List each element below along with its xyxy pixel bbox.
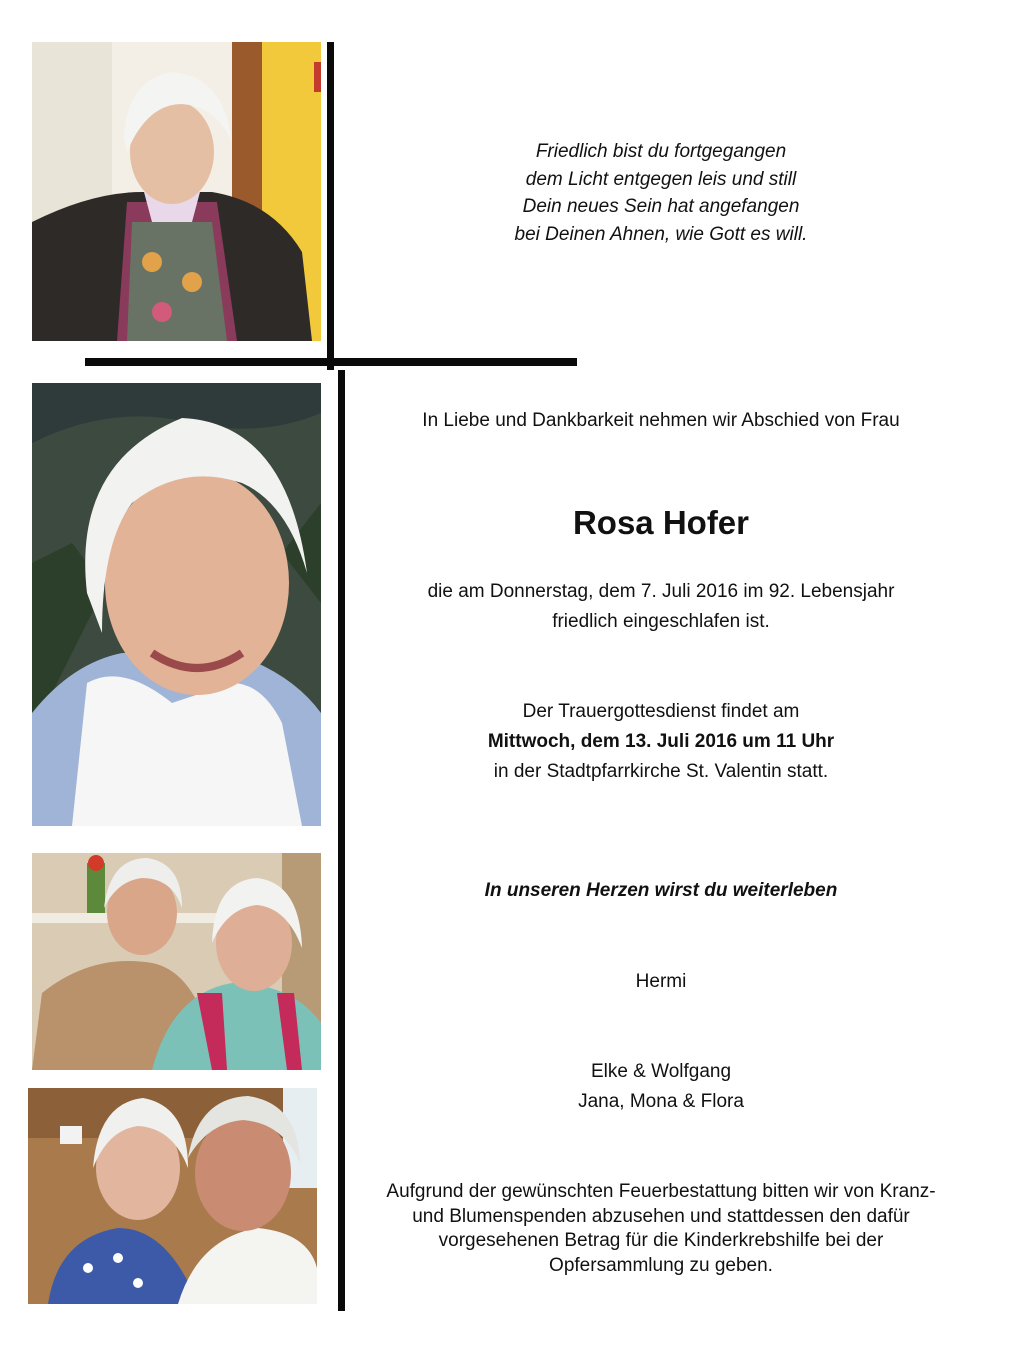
mourner-group-1: Hermi [635,971,687,992]
service-date: Mittwoch, dem 13. Juli 2016 um 11 Uhr [487,731,835,752]
mourner-line: Elke & Wolfgang [590,1061,732,1082]
photo-two-women [32,853,321,1070]
photo-couple [28,1088,317,1304]
poem-line: dem Licht entgegen leis und still [525,168,797,190]
death-notice [345,577,977,637]
poem-line: bei Deinen Ahnen, wie Gott es will. [514,223,808,245]
cross-vertical-bar-lower [338,370,345,1311]
motto: In unseren Herzen wirst du weiterleben [484,880,838,901]
service-location: in der Stadtpfarrkirche St. Valentin statt. [493,761,829,782]
cross-vertical-bar [327,42,334,370]
photo-portrait-indoor [32,42,321,341]
farewell-intro: In Liebe und Dankbarkeit nehmen wir Abschied von Frau [422,410,900,431]
note-line: und Blumenspenden abzusehen und stattdessen den dafür [412,1205,910,1227]
poem-line: Friedlich bist du fortgegangen [535,141,787,162]
cross-horizontal-bar [85,358,577,366]
mourner-line: Jana, Mona & Flora [578,1091,744,1112]
death-line: die am Donnerstag, dem 7. Juli 2016 im 92. Lebensjahr [427,581,895,602]
note-line: Aufgrund der gewünschten Feuerbestattung bitten wir von Kranz- [386,1181,936,1202]
death-line: friedlich eingeschlafen ist. [552,611,770,632]
poem [345,138,977,248]
deceased-name: Rosa Hofer [572,504,750,541]
mourner-group-2 [345,1057,977,1117]
funeral-service [345,697,977,787]
note-line: Opfersammlung zu geben. [549,1254,773,1276]
note-line: vorgesehenen Betrag für die Kinderkrebshilfe bei der [438,1230,884,1251]
donation-note [345,1180,977,1278]
poem-line: Dein neues Sein hat angefangen [522,196,800,217]
photo-portrait-outdoor [32,383,321,826]
service-line: Der Trauergottesdienst findet am [522,701,800,722]
